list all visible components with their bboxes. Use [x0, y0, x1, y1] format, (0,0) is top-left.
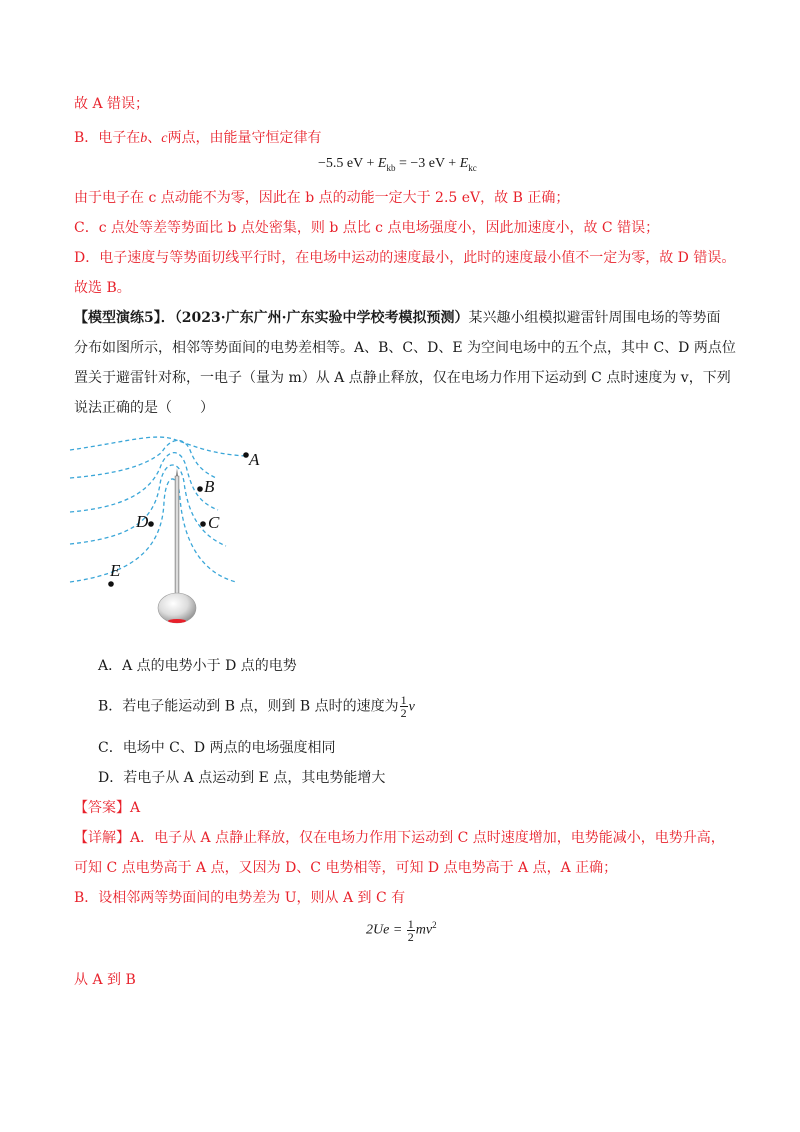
explanation-line: B．设相邻两等势面间的电势差为 U，则从 A 到 C 有 — [74, 890, 406, 906]
denominator: 2 — [407, 930, 414, 944]
ball-base — [158, 593, 196, 623]
question-source: ．（2023·广东广州·广东实验中学校考模拟预测） — [160, 310, 469, 326]
point-a-label: A — [249, 450, 260, 469]
denominator: 2 — [400, 706, 407, 720]
equipotential-line — [70, 465, 226, 546]
point-b-dot — [197, 486, 203, 492]
solution-line: 由于电子在 c 点动能不为零，因此在 b 点的动能一定大于 2.5 eV，故 B 正确； — [74, 190, 570, 206]
solution-line-b — [74, 128, 322, 149]
option-d: D．若电子从 A 点运动到 E 点，其电势能增大 — [98, 770, 386, 786]
solution-line: C．c 点处等差等势面比 b 点处密集，则 b 点比 c 点电场强度小，因此加速度小，故 C 错误； — [74, 220, 660, 236]
eq-symbol: E — [459, 156, 469, 171]
rod — [175, 476, 179, 598]
point-a-dot — [243, 452, 249, 458]
explanation-line: 【详解】A．电子从 A 点静止释放，仅在电场力作用下运动到 C 点时速度增加，电势能减小，电势升高， — [74, 830, 725, 846]
text-run: 某兴趣小组模拟避雷针周围电场的等势面 — [468, 310, 721, 326]
lightning-rod-figure — [66, 432, 276, 632]
explanation-line: 可知 C 点电势高于 A 点，又因为 D、C 电势相等，可知 D 点电势高于 A 点，A 正确； — [74, 860, 618, 876]
symbol-b: b — [140, 131, 148, 146]
fraction — [400, 694, 408, 719]
point-c-dot — [200, 521, 206, 527]
eq-part: 2Ue = — [366, 922, 406, 938]
eq-subscript: kc — [468, 162, 477, 173]
equipotential-line — [70, 453, 218, 512]
point-e-dot — [108, 581, 114, 587]
symbol-v: v — [408, 699, 415, 715]
equipotential-lines — [70, 437, 246, 582]
rod-tip — [176, 468, 178, 476]
point-d-dot — [148, 521, 154, 527]
text-run: 两点，由能量守恒定律有 — [167, 130, 322, 146]
point-e-label: E — [110, 561, 121, 580]
eq-part: −5.5 eV + — [318, 156, 378, 171]
eq-subscript: kb — [386, 162, 396, 173]
eq-symbol: E — [377, 156, 387, 171]
question-line: 说法正确的是（ ） — [74, 400, 214, 416]
numerator: 1 — [400, 693, 407, 707]
text-run: 、 — [147, 130, 162, 146]
eq-superscript: 2 — [432, 920, 437, 931]
eq-part: = −3 eV + — [395, 156, 460, 171]
option-b — [98, 694, 415, 719]
symbol-c: c — [161, 131, 168, 146]
answer-label: 【答案】A — [74, 800, 141, 816]
text-run: B．电子在 — [74, 130, 141, 146]
question-line: 分布如图所示，相邻等势面间的电势差相等。A、B、C、D、E 为空间电场中的五个点，其中 C、D 两点位 — [74, 340, 736, 356]
question-line: 置关于避雷针对称，一电子（量为 m）从 A 点静止释放，仅在电场力作用下运动到 C 点时速度为 v，下列 — [74, 370, 731, 386]
question-line — [74, 308, 720, 328]
equipotential-line — [70, 437, 246, 456]
solution-conclusion: 故选 B。 — [74, 280, 131, 296]
ball-mark — [168, 619, 186, 623]
numerator: 1 — [407, 917, 414, 931]
equation-work — [366, 918, 437, 943]
explanation-line: 从 A 到 B — [74, 972, 136, 988]
equation-energy — [318, 156, 477, 173]
point-b-label: B — [204, 477, 215, 496]
question-tag: 【模型演练5】 — [74, 310, 161, 326]
point-d-label: D — [136, 512, 149, 531]
option-a: A．A 点的电势小于 D 点的电势 — [98, 658, 297, 674]
solution-line: D．电子速度与等势面切线平行时，在电场中运动的速度最小，此时的速度最小值不一定为零，故 D 错误。 — [74, 250, 736, 266]
eq-part: mv — [415, 922, 433, 938]
option-c: C．电场中 C、D 两点的电场强度相同 — [98, 740, 336, 756]
fraction — [407, 918, 415, 943]
solution-line: 故 A 错误； — [74, 96, 150, 112]
text-run: B．若电子能运动到 B 点，则到 B 点时的速度为 — [98, 698, 399, 715]
point-c-label: C — [208, 513, 220, 532]
